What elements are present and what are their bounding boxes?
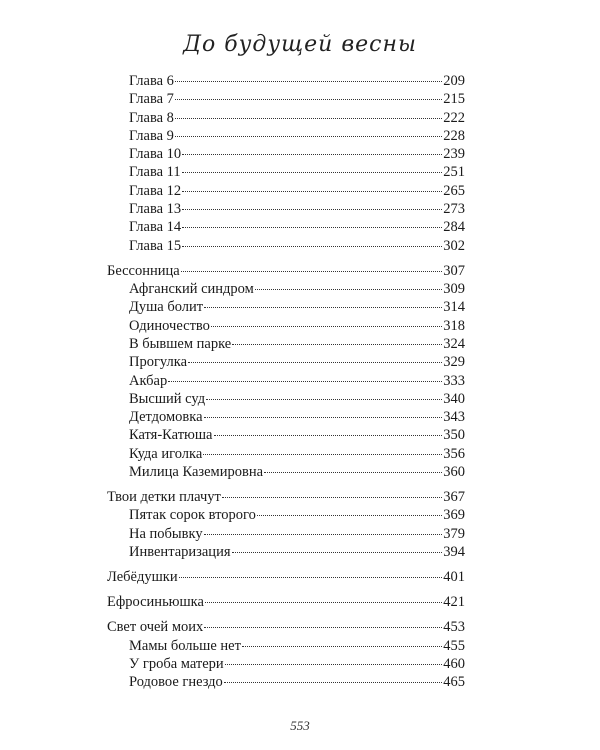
toc-subentry[interactable] xyxy=(107,543,465,561)
toc-entry[interactable] xyxy=(107,618,465,636)
toc-entry-page: 318 xyxy=(443,317,465,334)
toc-entry-title: Глава 12 xyxy=(129,182,182,199)
toc-entry-title: Глава 14 xyxy=(129,219,182,236)
toc-section xyxy=(107,488,465,561)
toc-entry-title: Ефросиньюшка xyxy=(107,594,204,611)
toc-subentry[interactable] xyxy=(107,163,465,181)
toc-entry-page: 324 xyxy=(443,335,465,352)
dot-leader xyxy=(264,472,442,473)
toc-entry[interactable] xyxy=(107,593,465,611)
toc-subentry[interactable] xyxy=(107,182,465,200)
toc-entry-title: Катя-Катюша xyxy=(129,427,213,444)
table-of-contents xyxy=(107,72,465,698)
toc-subentry[interactable] xyxy=(107,426,465,444)
toc-entry-page: 360 xyxy=(443,464,465,481)
dot-leader xyxy=(242,646,442,647)
dot-leader xyxy=(211,326,442,327)
dot-leader xyxy=(175,81,442,82)
toc-entry[interactable] xyxy=(107,568,465,586)
toc-subentry[interactable] xyxy=(107,372,465,390)
toc-entry-page: 209 xyxy=(443,73,465,89)
dot-leader xyxy=(204,307,442,308)
dot-leader xyxy=(204,417,443,418)
dot-leader xyxy=(182,154,442,155)
toc-subentry[interactable] xyxy=(107,637,465,655)
toc-entry-page: 265 xyxy=(443,182,465,199)
dot-leader xyxy=(175,118,442,119)
toc-entry-title: Одиночество xyxy=(129,317,210,334)
toc-entry-page: 343 xyxy=(443,409,465,426)
toc-subentry[interactable] xyxy=(107,90,465,108)
toc-entry-title: Глава 13 xyxy=(129,201,182,218)
toc-entry-title: Мамы больше нет xyxy=(129,637,241,654)
toc-entry-page: 222 xyxy=(443,109,465,126)
toc-entry-title: Глава 7 xyxy=(129,91,174,108)
dot-leader xyxy=(204,534,443,535)
dot-leader xyxy=(214,435,443,436)
toc-entry-title: Глава 6 xyxy=(129,73,174,89)
dot-leader xyxy=(205,602,442,603)
toc-entry-page: 340 xyxy=(443,390,465,407)
toc-section xyxy=(107,568,465,586)
toc-entry-page: 251 xyxy=(443,164,465,181)
toc-section xyxy=(107,72,465,255)
toc-entry-title: Глава 8 xyxy=(129,109,174,126)
toc-entry-title: Прогулка xyxy=(129,354,188,371)
toc-entry-page: 401 xyxy=(443,569,465,586)
dot-leader xyxy=(224,682,442,683)
dot-leader xyxy=(188,362,442,363)
toc-entry-page: 302 xyxy=(443,237,465,254)
toc-section xyxy=(107,593,465,611)
page-number: 553 xyxy=(290,718,310,733)
toc-entry-page: 356 xyxy=(443,445,465,462)
toc-subentry[interactable] xyxy=(107,237,465,255)
dot-leader xyxy=(232,552,443,553)
toc-entry-title: Душа болит xyxy=(129,299,204,316)
dot-leader xyxy=(168,381,442,382)
toc-entry-title: Детдомовка xyxy=(129,409,203,426)
dot-leader xyxy=(182,172,443,173)
dot-leader xyxy=(182,209,442,210)
toc-entry[interactable] xyxy=(107,488,465,506)
toc-section xyxy=(107,262,465,482)
toc-subentry[interactable] xyxy=(107,72,465,90)
dot-leader xyxy=(182,191,442,192)
toc-entry-page: 215 xyxy=(443,91,465,108)
toc-entry-page: 460 xyxy=(443,655,465,672)
dot-leader xyxy=(182,227,442,228)
toc-entry-title: В бывшем парке xyxy=(129,335,232,352)
toc-subentry[interactable] xyxy=(107,145,465,163)
toc-entry-title: Бессонница xyxy=(107,262,180,279)
dot-leader xyxy=(175,99,442,100)
toc-entry-page: 239 xyxy=(443,146,465,163)
dot-leader xyxy=(232,344,442,345)
toc-entry-title: Глава 15 xyxy=(129,237,182,254)
toc-entry-page: 329 xyxy=(443,354,465,371)
toc-subentry[interactable] xyxy=(107,655,465,673)
toc-subentry[interactable] xyxy=(107,317,465,335)
toc-entry-title: Милица Каземировна xyxy=(129,464,264,481)
toc-subentry[interactable] xyxy=(107,445,465,463)
dot-leader xyxy=(175,136,442,137)
toc-entry-title: Глава 11 xyxy=(129,164,181,181)
toc-entry-title: Акбар xyxy=(129,372,168,389)
toc-entry-page: 333 xyxy=(443,372,465,389)
toc-subentry[interactable] xyxy=(107,506,465,524)
toc-entry-page: 284 xyxy=(443,219,465,236)
toc-entry-page: 314 xyxy=(443,299,465,316)
toc-entry-title: Глава 10 xyxy=(129,146,182,163)
dot-leader xyxy=(204,627,442,628)
toc-entry-title: Пятак сорок второго xyxy=(129,507,256,524)
toc-entry-page: 379 xyxy=(443,525,465,542)
toc-subentry[interactable] xyxy=(107,353,465,371)
toc-entry-title: Куда иголка xyxy=(129,445,203,462)
toc-entry-title: Афганский синдром xyxy=(129,281,254,298)
toc-entry-title: Свет очей моих xyxy=(107,619,204,636)
toc-entry-title: Родовое гнездо xyxy=(129,674,223,691)
toc-entry-page: 421 xyxy=(443,594,465,611)
toc-entry-page: 367 xyxy=(443,489,465,506)
toc-subentry[interactable] xyxy=(107,335,465,353)
toc-subentry[interactable] xyxy=(107,200,465,218)
toc-subentry[interactable] xyxy=(107,109,465,127)
toc-entry-page: 394 xyxy=(443,544,465,561)
toc-subentry[interactable] xyxy=(107,127,465,145)
toc-entry-title: На побывку xyxy=(129,525,203,542)
toc-section xyxy=(107,618,465,691)
dot-leader xyxy=(179,577,443,578)
toc-entry-page: 369 xyxy=(443,507,465,524)
dot-leader xyxy=(182,246,442,247)
toc-subentry[interactable] xyxy=(107,463,465,481)
toc-subentry[interactable] xyxy=(107,218,465,236)
toc-subentry[interactable] xyxy=(107,298,465,316)
dot-leader xyxy=(225,664,443,665)
toc-entry-title: Инвентаризация xyxy=(129,544,231,561)
toc-subentry[interactable] xyxy=(107,525,465,543)
toc-subentry[interactable] xyxy=(107,390,465,408)
toc-entry-title: Твои детки плачут xyxy=(107,489,221,506)
toc-entry-page: 350 xyxy=(443,427,465,444)
toc-entry-page: 309 xyxy=(443,281,465,298)
toc-entry-title: Глава 9 xyxy=(129,127,174,144)
dot-leader xyxy=(181,271,443,272)
dot-leader xyxy=(206,399,442,400)
toc-subentry[interactable] xyxy=(107,280,465,298)
dot-leader xyxy=(257,515,442,516)
dot-leader xyxy=(222,497,442,498)
running-title: До будущей весны xyxy=(183,32,417,57)
toc-subentry[interactable] xyxy=(107,673,465,691)
toc-entry-page: 307 xyxy=(443,262,465,279)
toc-entry-page: 465 xyxy=(443,674,465,691)
toc-entry-page: 273 xyxy=(443,201,465,218)
toc-entry-page: 228 xyxy=(443,127,465,144)
toc-entry-title: Лебёдушки xyxy=(107,569,178,586)
dot-leader xyxy=(255,289,442,290)
toc-entry-page: 455 xyxy=(443,637,465,654)
toc-entry-title: У гроба матери xyxy=(129,655,224,672)
toc-entry-page: 453 xyxy=(443,619,465,636)
toc-entry[interactable] xyxy=(107,262,465,280)
dot-leader xyxy=(203,454,442,455)
toc-subentry[interactable] xyxy=(107,408,465,426)
toc-entry-title: Высший суд xyxy=(129,390,206,407)
